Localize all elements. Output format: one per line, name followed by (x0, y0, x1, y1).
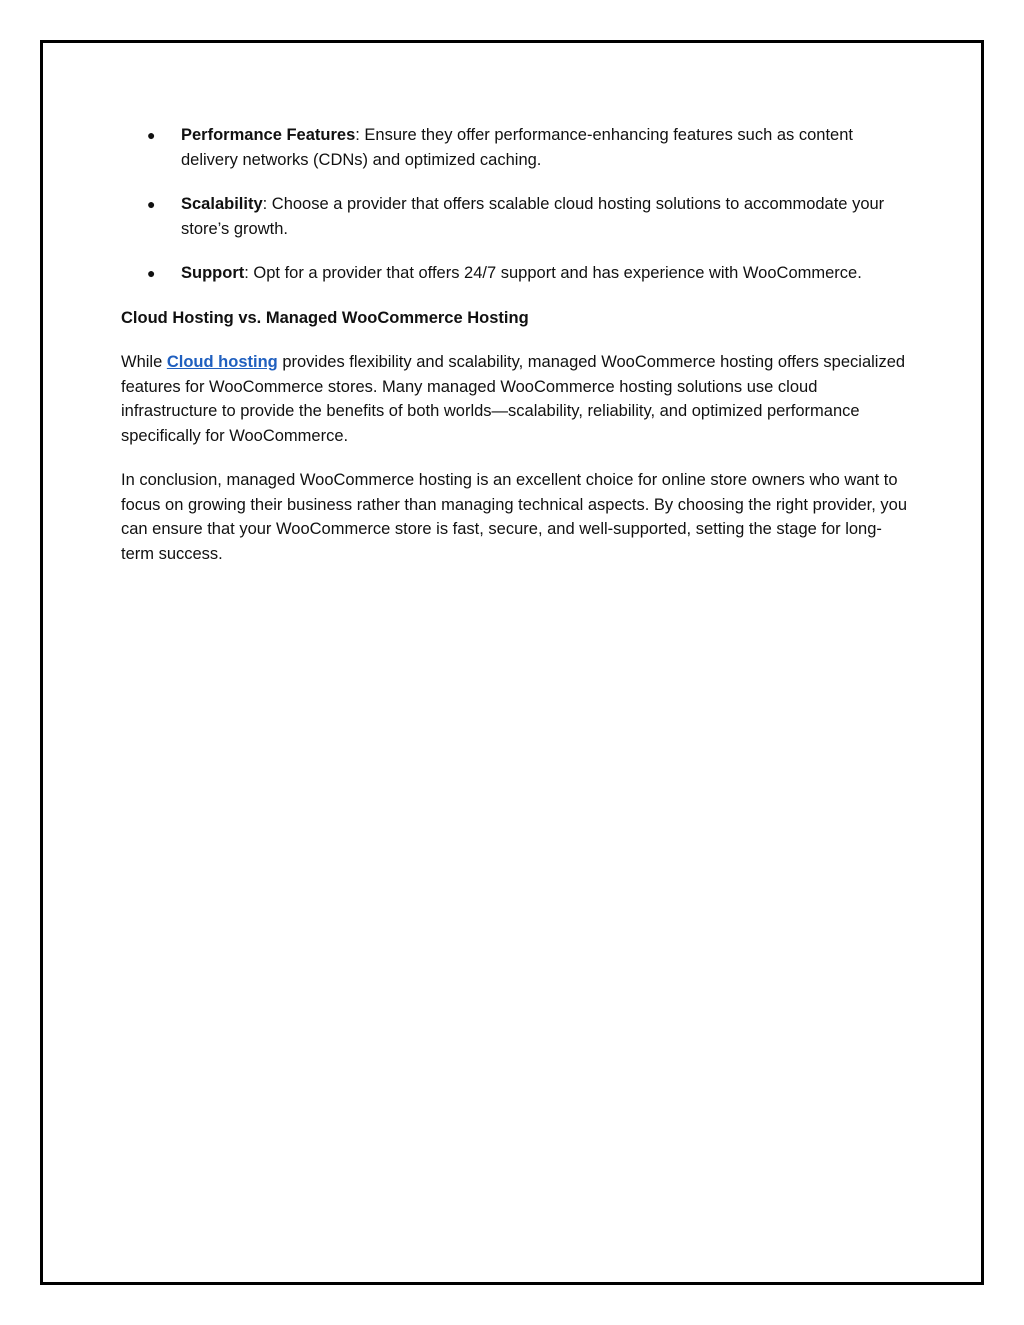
comparison-paragraph (121, 350, 911, 448)
bullet-term: Performance Features (181, 126, 356, 144)
list-item (121, 192, 911, 241)
section-heading: Cloud Hosting vs. Managed WooCommerce Hosting (121, 308, 529, 327)
bullet-text: : Opt for a provider that offers 24/7 support and has experience with WooCommerce. (244, 264, 862, 282)
list-item (121, 123, 911, 172)
bullet-icon: ● (147, 127, 156, 143)
bullet-icon: ● (147, 196, 156, 212)
feature-bullet-list (121, 123, 911, 286)
conclusion-paragraph: In conclusion, managed WooCommerce hosting is an excellent choice for online store owners who want to focus on growing their business rather than managing technical aspects. By choosing the right provider, you can ensure that your WooCommerce store is fast, secure, and well-supported, setting the stage for long-term success. (121, 471, 908, 563)
bullet-text: : Choose a provider that offers scalable cloud hosting solutions to accommodate your store’s growth. (181, 195, 885, 238)
document-body (121, 123, 911, 586)
page-border (40, 40, 984, 1285)
bullet-term: Support (181, 264, 245, 282)
cloud-hosting-link[interactable]: Cloud hosting (166, 353, 278, 371)
bullet-icon: ● (147, 265, 156, 281)
paragraph-text-after-link: provides flexibility and scalability, managed WooCommerce hosting offers specialized features for WooCommerce stores. Many managed WooCommerce hosting solutions use cloud infrastructure to provide the benefits of both worlds—scalability, reliability, and optimized performance specifically for WooCommerce. (121, 353, 906, 445)
bullet-text: : Ensure they offer performance-enhancing features such as content delivery networks (CDNs) and optimized caching. (181, 126, 853, 169)
paragraph-text-before-link: While (121, 353, 167, 371)
list-item (121, 261, 911, 286)
bullet-term: Scalability (181, 195, 263, 213)
